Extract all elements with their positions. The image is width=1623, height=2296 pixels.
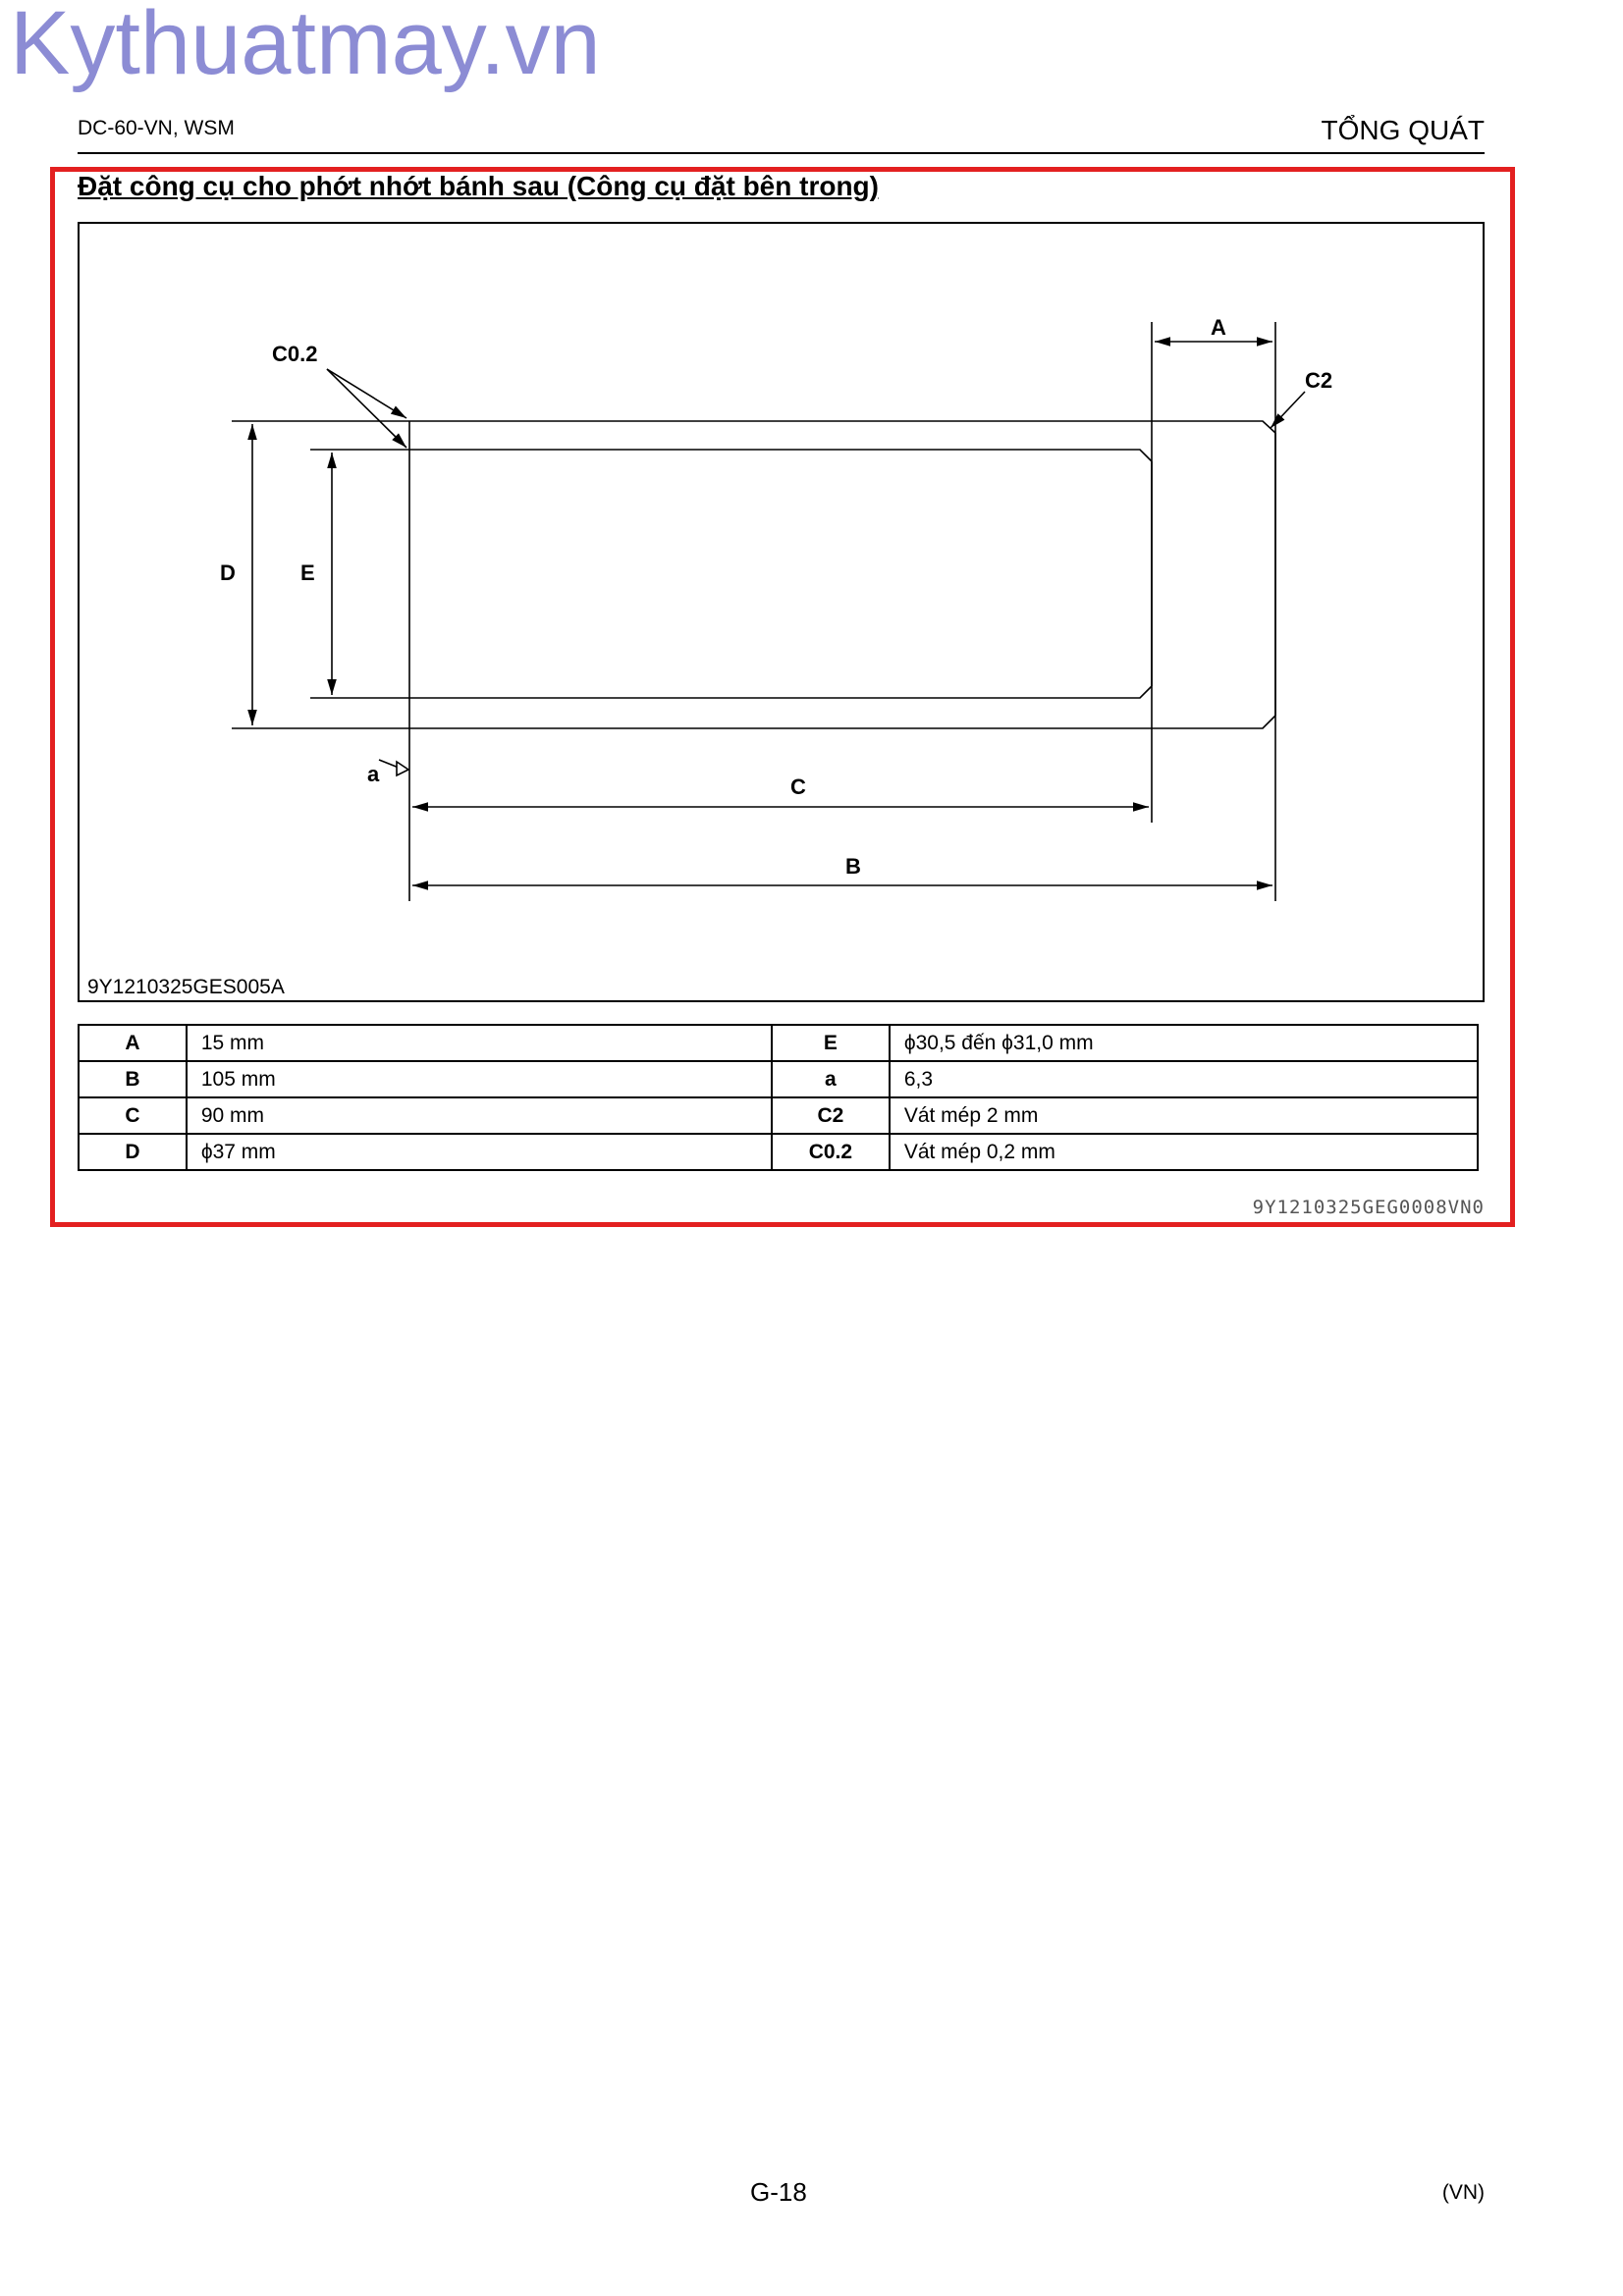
table-row (79, 1134, 1478, 1170)
spec-key: C0.2 (772, 1134, 890, 1170)
spec-key: C (79, 1097, 187, 1134)
spec-key: B (79, 1061, 187, 1097)
spec-table (78, 1024, 1479, 1171)
label-roughness-a: a (367, 762, 380, 786)
table-row (79, 1061, 1478, 1097)
spec-value: Vát mép 0,2 mm (890, 1134, 1478, 1170)
table-row (79, 1025, 1478, 1061)
drawing-svg (80, 224, 1483, 1000)
outer-profile-bottom (232, 716, 1275, 728)
label-c2: C2 (1305, 368, 1333, 393)
label-b: B (845, 854, 861, 879)
spec-value: 15 mm (187, 1025, 772, 1061)
label-c02: C0.2 (272, 342, 318, 366)
header-divider (78, 152, 1485, 154)
document-code: 9Y1210325GEG0008VN0 (1252, 1197, 1485, 1218)
roughness-symbol (397, 762, 408, 775)
spec-value: ϕ30,5 đến ϕ31,0 mm (890, 1025, 1478, 1061)
spec-key: E (772, 1025, 890, 1061)
label-e: E (300, 561, 315, 585)
spec-value: 6,3 (890, 1061, 1478, 1097)
spec-key: A (79, 1025, 187, 1061)
language-tag: (VN) (1441, 2181, 1485, 2204)
label-c: C (790, 774, 806, 799)
inner-profile-top (310, 450, 1152, 461)
watermark: Kythuatmay.vn (10, 0, 601, 93)
table-row (79, 1097, 1478, 1134)
leader-c02-2 (327, 369, 406, 448)
spec-key: C2 (772, 1097, 890, 1134)
leader-c02-1 (327, 369, 406, 418)
section-title: Đặt công cụ cho phớt nhớt bánh sau (Công cụ đặt bên trong) (78, 171, 879, 201)
figure-code: 9Y1210325GES005A (87, 976, 285, 998)
spec-value: Vát mép 2 mm (890, 1097, 1478, 1134)
spec-key: a (772, 1061, 890, 1097)
label-a: A (1211, 315, 1226, 340)
spec-key: D (79, 1134, 187, 1170)
header-section-title: TỔNG QUÁT (1321, 115, 1485, 145)
spec-value: ϕ37 mm (187, 1134, 772, 1170)
spec-value: 105 mm (187, 1061, 772, 1097)
spec-value: 90 mm (187, 1097, 772, 1134)
technical-drawing (78, 222, 1485, 1002)
inner-profile-bottom (310, 686, 1152, 698)
header-doc-id: DC-60-VN, WSM (78, 117, 235, 139)
label-d: D (220, 561, 236, 585)
page-number: G-18 (750, 2177, 807, 2207)
outer-profile-top (232, 421, 1275, 433)
